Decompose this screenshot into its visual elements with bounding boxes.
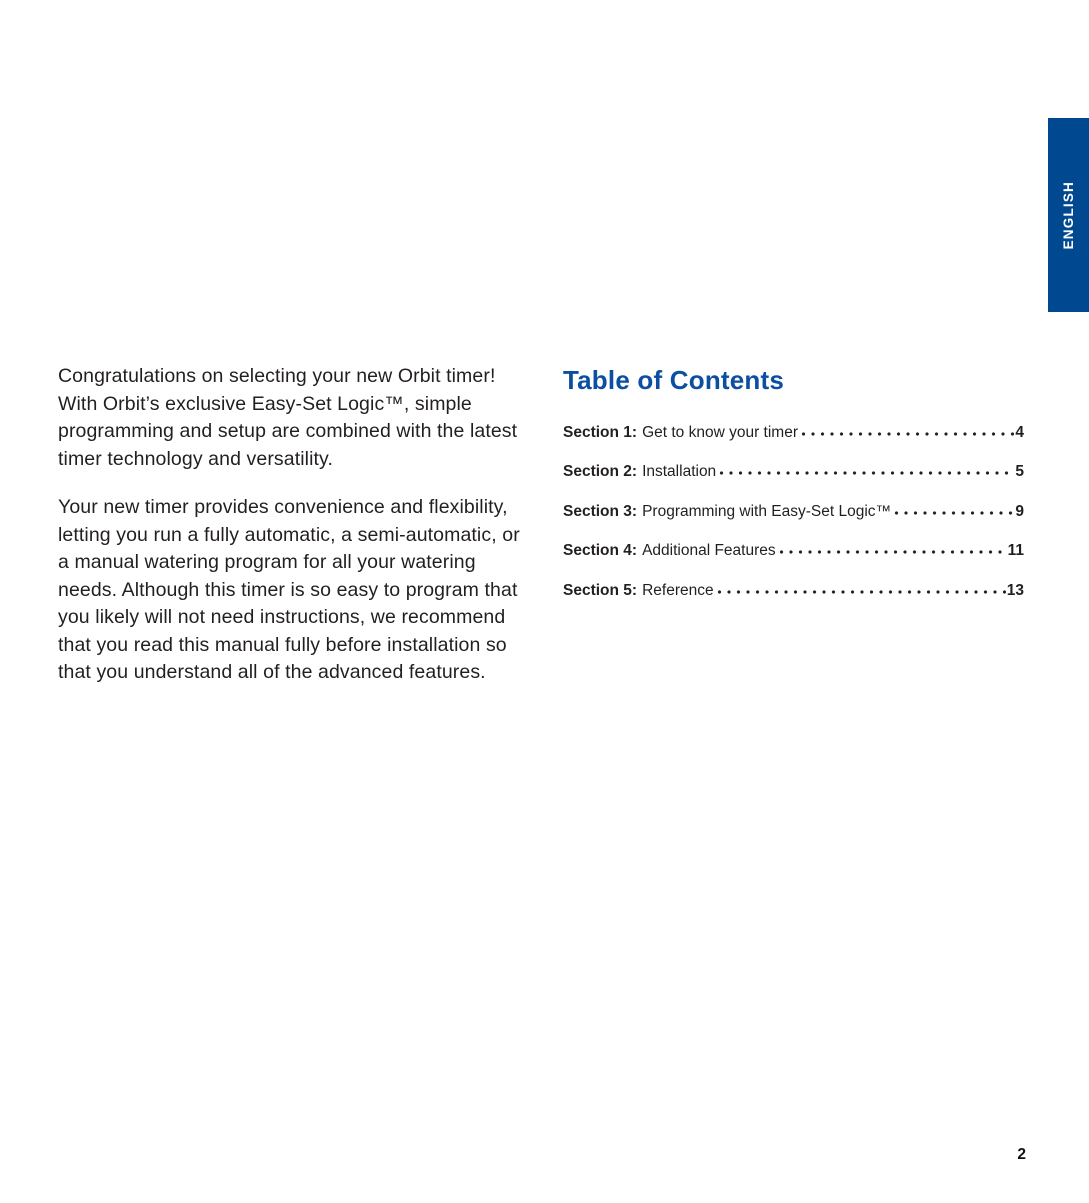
toc-entry-text: Additional Features — [642, 542, 776, 560]
toc-entry-page: 5 — [1015, 463, 1024, 481]
toc-entry-label: Section 4: — [563, 542, 638, 560]
toc-entry-label: Section 3: — [563, 502, 638, 520]
table-of-contents — [563, 366, 1024, 619]
intro-paragraph-1: Congratulations on selecting your new Orbit timer! With Orbit’s exclusive Easy-Set Logic™, simple programming and setup are combined with the latest timer technology and versatility. — [58, 365, 518, 470]
toc-entry-section-5 — [563, 580, 1024, 600]
toc-entry-text: Programming with Easy-Set Logic™ — [642, 502, 892, 520]
toc-entry-page: 13 — [1006, 581, 1024, 599]
toc-entry-label: Section 1: — [563, 423, 638, 441]
toc-entry-page: 4 — [1015, 423, 1024, 441]
intro-paragraph-2: Your new timer provides convenience and flexibility, letting you run a fully automatic, a semi-automatic, or a manual watering program for all your watering needs. Although this timer is so easy to program that you likely will not need instructions, we recommend that you read this manual fully before installation so that you understand all of the advanced features. — [58, 496, 520, 683]
intro-text-block — [58, 363, 526, 687]
page-number: 2 — [1017, 1146, 1026, 1163]
toc-entry-section-2 — [563, 461, 1024, 481]
toc-dot-leader — [892, 501, 1014, 516]
toc-title: Table of Contents — [563, 365, 785, 395]
toc-entry-section-4 — [563, 540, 1024, 560]
toc-entry-section-3 — [563, 501, 1024, 521]
toc-entry-text: Reference — [642, 581, 714, 599]
toc-dot-leader — [715, 580, 1006, 595]
language-tab-label: ENGLISH — [1061, 180, 1076, 250]
toc-entry-section-1 — [563, 422, 1024, 442]
toc-entry-text: Get to know your timer — [642, 423, 798, 441]
toc-entry-text: Installation — [642, 463, 717, 481]
toc-dot-leader — [799, 422, 1014, 437]
toc-entry-page: 11 — [1007, 542, 1024, 560]
toc-entry-label: Section 2: — [563, 463, 638, 481]
toc-entry-page: 9 — [1015, 502, 1024, 520]
language-tab — [1048, 118, 1089, 312]
toc-dot-leader — [777, 540, 1007, 555]
toc-entry-label: Section 5: — [563, 581, 638, 599]
toc-dot-leader — [717, 461, 1014, 476]
